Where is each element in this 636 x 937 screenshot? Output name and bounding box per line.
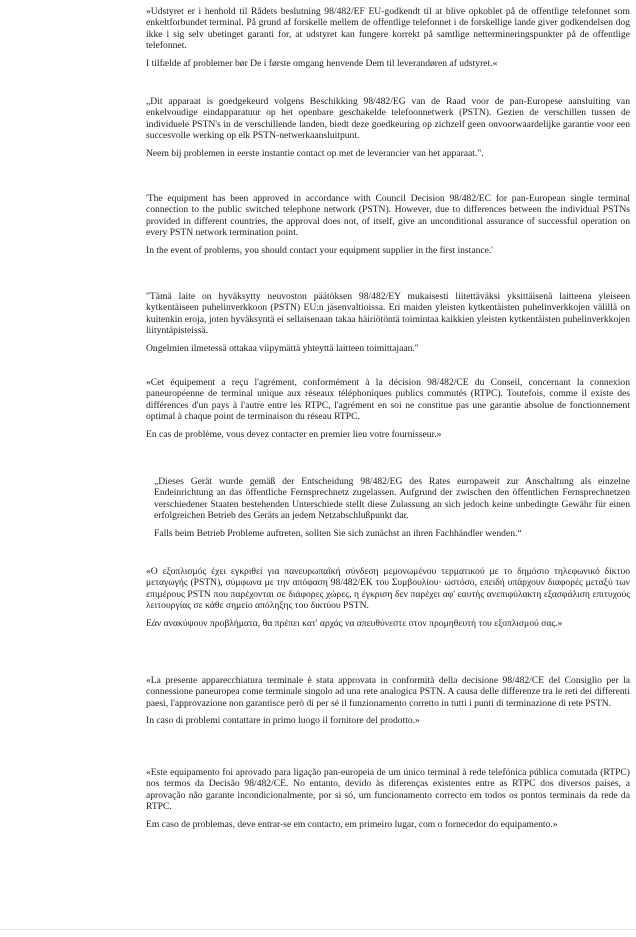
notice-french [146, 377, 630, 440]
notice-danish [146, 6, 630, 69]
notice-paragraph: In caso di problemi contattare in primo luogo il fornitore del prodotto.» [146, 715, 420, 727]
notice-paragraph: Ongelmien ilmetessä ottakaa viipymättä yhteyttä laitteen toimittajaan." [146, 342, 419, 354]
notice-paragraph: „Dieses Gerät wurde gemäß der Entscheidung 98/482/EG des Rates europaweit zur Anschaltung als einzelne Endeinrichtung an das öffentliche Fernsprechnetz zugelassen. Aufgrund der zwischen den öffentlichen Fernsprechnetzen verschiedener Staaten bestehenden Unterschiede stellt diese Zulassung an sich jedoch keine unbedingte Gewähr für einen erfolgreichen Betrieb des Geräts an jedem Netzabschlußpunkt dar. [154, 476, 630, 522]
notice-paragraph: «La presente apparecchiatura terminale è stata approvata in conformità della decisione 98/482/CE del Consiglio per la connessione paneuropea come terminale singolo ad una rete analogica PSTN. A causa delle differenze tra le reti dei differenti paesi, l'approvazione non garantisce però di per sé il funzionamento corretto in tutti i punti di terminazione di rete PSTN. [146, 675, 630, 709]
notice-paragraph: Falls beim Betrieb Probleme auftreten, sollten Sie sich zunächst an ihren Fachhändler wenden.“ [154, 527, 522, 539]
notice-paragraph: I tilfælde af problemer bør De i første omgang henvende Dem til leverandøren af udstyret.« [146, 57, 498, 69]
notice-paragraph: „Dit apparaat is goedgekeurd volgens Beschikking 98/482/EG van de Raad voor de pan-Europese aansluiting van enkelvoudige eindapparatuur op het openbare geschakelde telefoonnetwerk (PSTN). Gezien de verschillen tussen de individuele PSTN's in de verschillende landen, biedt deze goedkeuring op zichzelf geen onvoorwaardelijke garantie voor een succesvolle werking op elk PSTN-netwerkaansluitpunt. [146, 96, 630, 142]
notice-paragraph: »Udstyret er i henhold til Rådets beslutning 98/482/EF EU-godkendt til at blive opkoblet på de offentlige telefonnet som enkeltforbundet terminal. På grund af forskelle mellem de offentlige telefonnet i de forskellige lande giver godkendelsen dog ikke i sig selv ubetinget garanti for, at udstyret kan fungere korrekt på samtlige nettermineringspunkter på de offentlige telefonnet. [146, 6, 630, 52]
notice-paragraph: En cas de problème, vous devez contacter en premier lieu votre fournisseur.» [146, 428, 442, 440]
notice-paragraph: «Ο εξοπλισμός έχει εγκριθεί για πανευρωπαϊκή σύνδεση μεμονωμένου τερματικού με το δημόσιο τηλεφωνικό δίκτυο μεταγωγής (PSTN), σύμφωνα με την απόφαση 98/482/ΕΚ του Συμβουλίου· ωστόσο, επειδή υπάρχουν διαφορές μεταξύ των επιμέρους PSTN που παρέχονται σε διάφορες χώρες, η έγκριση δεν παρέχει αφ' εαυτής ανεπιφύλακτη εξασφάλιση επιτυχούς λειτουργίας σε κάθε σημείο απόληξης του δικτύου PSTN. [146, 566, 630, 612]
notice-paragraph: In the event of problems, you should contact your equipment supplier in the first instance.' [146, 244, 494, 256]
notice-finnish [146, 291, 630, 354]
notice-paragraph: "Tämä laite on hyväksytty neuvoston päätöksen 98/482/EY mukaisesti liitettäväksi yksittäisenä laitteena yleiseen kytkentäiseen puhelinverkkoon (PSTN) EU:n jäsenvaltioissa. Eri maiden yleisten kytkentäisten puhelinverkkojen välillä on kuitenkin eroja, joten hyväksyntä ei sellaisenaan takaa häiriötöntä toimintaa kaikkien yleisten kytkentäisten puhelinverkkojen liityntäpisteissä. [146, 291, 630, 337]
notice-greek [146, 566, 630, 629]
notice-italian [146, 675, 630, 727]
notice-paragraph: 'The equipment has been approved in accordance with Council Decision 98/482/EC for pan-European single terminal connection to the public switched telephone network (PSTN). However, due to differences between the individual PSTNs provided in different countries, the approval does not, of itself, give an unconditional assurance of successful operation on every PSTN network termination point. [146, 193, 630, 239]
notice-german [154, 476, 630, 539]
notice-english [146, 193, 630, 256]
notice-paragraph: Εάν ανακύψουν προβλήματα, θα πρέπει κατ' αρχάς να απευθύνεστε στον προμηθευτή του εξοπλισμού σας.» [146, 617, 563, 629]
notice-paragraph: Neem bij problemen in eerste instantie contact op met de leverancier van het apparaat.". [146, 147, 484, 159]
footer-divider [0, 929, 636, 930]
notice-paragraph: Em caso de problemas, deve entrar-se em contacto, em primeiro lugar, com o fornecedor do equipamento.» [146, 818, 558, 830]
notice-dutch [146, 96, 630, 159]
notice-paragraph: «Cet équipement a reçu l'agrément, conformément à la décision 98/482/CE du Conseil, concernant la connexion paneuropéenne de terminal unique aux réseaux téléphoniques publics commutés (RTPC). Toutefois, comme il existe des différences d'un pays à l'autre entre les RTPC, l'agrément en soi ne constitue pas une garantie absolue de fonctionnement optimal à chaque point de terminaison du réseau RTPC. [146, 377, 630, 423]
notice-paragraph: «Este equipamento foi aprovado para ligação pan-europeia de um único terminal à rede telefónica pública comutada (RTPC) nos termos da Decisão 98/482/CE. No entanto, devido às diferenças existentes entre as RTPC dos diversos países, a aprovação não garante incondicionalmente, por si só, um funcionamento correcto em todos os pontos terminais da rede da RTPC. [146, 767, 630, 813]
notice-portuguese [146, 767, 630, 830]
